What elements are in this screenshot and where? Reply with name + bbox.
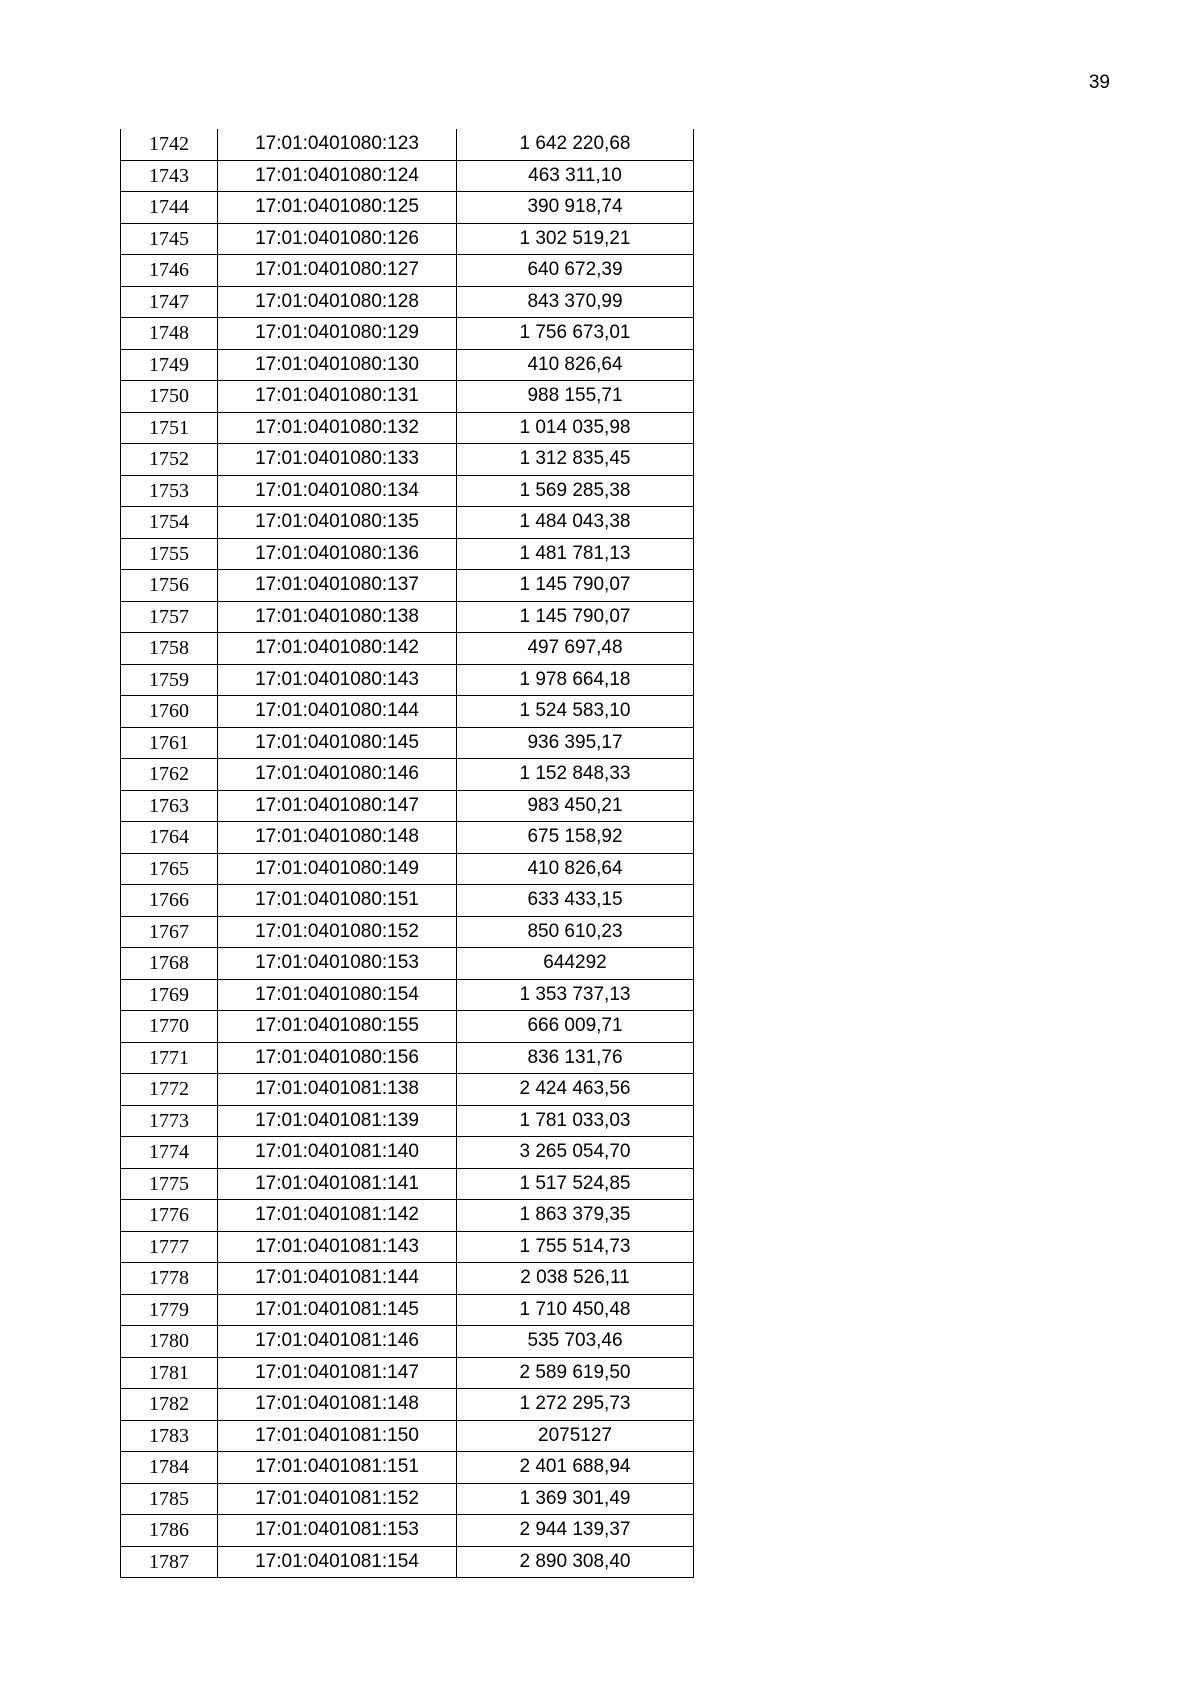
cadastral-number-cell: 17:01:0401080:129 xyxy=(218,318,457,350)
row-number-cell: 1783 xyxy=(121,1420,218,1452)
row-number-cell: 1784 xyxy=(121,1452,218,1484)
table-row xyxy=(121,1326,694,1358)
table-row xyxy=(121,318,694,350)
cadastral-value-cell: 1 152 848,33 xyxy=(457,759,694,791)
table-row xyxy=(121,633,694,665)
table-row xyxy=(121,790,694,822)
cadastral-value-cell: 983 450,21 xyxy=(457,790,694,822)
table-row xyxy=(121,1137,694,1169)
cadastral-value-cell: 410 826,64 xyxy=(457,853,694,885)
row-number-cell: 1770 xyxy=(121,1011,218,1043)
cadastral-value-cell: 1 863 379,35 xyxy=(457,1200,694,1232)
cadastral-value-cell: 640 672,39 xyxy=(457,255,694,287)
cadastral-value-cell: 988 155,71 xyxy=(457,381,694,413)
row-number-cell: 1787 xyxy=(121,1546,218,1578)
table-row xyxy=(121,349,694,381)
cadastral-number-cell: 17:01:0401081:150 xyxy=(218,1420,457,1452)
cadastral-number-cell: 17:01:0401080:134 xyxy=(218,475,457,507)
row-number-cell: 1779 xyxy=(121,1294,218,1326)
cadastral-number-cell: 17:01:0401080:132 xyxy=(218,412,457,444)
table-row xyxy=(121,570,694,602)
table-row xyxy=(121,1420,694,1452)
table-row xyxy=(121,507,694,539)
cadastral-value-cell: 390 918,74 xyxy=(457,192,694,224)
cadastral-number-cell: 17:01:0401080:145 xyxy=(218,727,457,759)
row-number-cell: 1747 xyxy=(121,286,218,318)
cadastral-number-cell: 17:01:0401081:154 xyxy=(218,1546,457,1578)
row-number-cell: 1781 xyxy=(121,1357,218,1389)
cadastral-number-cell: 17:01:0401080:148 xyxy=(218,822,457,854)
cadastral-value-cell: 1 484 043,38 xyxy=(457,507,694,539)
row-number-cell: 1748 xyxy=(121,318,218,350)
table-row xyxy=(121,192,694,224)
cadastral-value-cell: 2 038 526,11 xyxy=(457,1263,694,1295)
table-row xyxy=(121,1231,694,1263)
row-number-cell: 1745 xyxy=(121,223,218,255)
row-number-cell: 1771 xyxy=(121,1042,218,1074)
cadastral-value-cell: 2 589 619,50 xyxy=(457,1357,694,1389)
row-number-cell: 1782 xyxy=(121,1389,218,1421)
table-row xyxy=(121,1011,694,1043)
table-row xyxy=(121,538,694,570)
table-row xyxy=(121,1515,694,1547)
table-row xyxy=(121,160,694,192)
cadastral-number-cell: 17:01:0401081:152 xyxy=(218,1483,457,1515)
cadastral-value-cell: 1 569 285,38 xyxy=(457,475,694,507)
cadastral-value-cell: 1 517 524,85 xyxy=(457,1168,694,1200)
cadastral-value-cell: 463 311,10 xyxy=(457,160,694,192)
table-row xyxy=(121,475,694,507)
cadastral-number-cell: 17:01:0401080:127 xyxy=(218,255,457,287)
row-number-cell: 1767 xyxy=(121,916,218,948)
table-row xyxy=(121,979,694,1011)
row-number-cell: 1776 xyxy=(121,1200,218,1232)
table-row xyxy=(121,255,694,287)
table-row xyxy=(121,1105,694,1137)
cadastral-value-cell: 1 781 033,03 xyxy=(457,1105,694,1137)
table-row xyxy=(121,223,694,255)
row-number-cell: 1777 xyxy=(121,1231,218,1263)
cadastral-number-cell: 17:01:0401081:144 xyxy=(218,1263,457,1295)
cadastral-value-cell: 535 703,46 xyxy=(457,1326,694,1358)
cadastral-value-cell: 843 370,99 xyxy=(457,286,694,318)
row-number-cell: 1772 xyxy=(121,1074,218,1106)
cadastral-value-cell: 633 433,15 xyxy=(457,885,694,917)
table-row xyxy=(121,412,694,444)
cadastral-number-cell: 17:01:0401081:142 xyxy=(218,1200,457,1232)
row-number-cell: 1773 xyxy=(121,1105,218,1137)
table-row xyxy=(121,1357,694,1389)
cadastral-value-cell: 666 009,71 xyxy=(457,1011,694,1043)
cadastral-number-cell: 17:01:0401080:142 xyxy=(218,633,457,665)
cadastral-number-cell: 17:01:0401081:148 xyxy=(218,1389,457,1421)
table-row xyxy=(121,129,694,160)
row-number-cell: 1778 xyxy=(121,1263,218,1295)
cadastral-value-cell: 675 158,92 xyxy=(457,822,694,854)
cadastral-value-cell: 2 424 463,56 xyxy=(457,1074,694,1106)
cadastral-number-cell: 17:01:0401080:146 xyxy=(218,759,457,791)
row-number-cell: 1755 xyxy=(121,538,218,570)
cadastral-number-cell: 17:01:0401080:128 xyxy=(218,286,457,318)
cadastral-number-cell: 17:01:0401080:143 xyxy=(218,664,457,696)
table-row xyxy=(121,727,694,759)
cadastral-number-cell: 17:01:0401080:156 xyxy=(218,1042,457,1074)
row-number-cell: 1756 xyxy=(121,570,218,602)
row-number-cell: 1775 xyxy=(121,1168,218,1200)
table-row xyxy=(121,759,694,791)
row-number-cell: 1754 xyxy=(121,507,218,539)
cadastral-number-cell: 17:01:0401080:135 xyxy=(218,507,457,539)
row-number-cell: 1786 xyxy=(121,1515,218,1547)
cadastral-number-cell: 17:01:0401080:126 xyxy=(218,223,457,255)
cadastral-number-cell: 17:01:0401081:147 xyxy=(218,1357,457,1389)
row-number-cell: 1752 xyxy=(121,444,218,476)
cadastral-value-cell: 1 145 790,07 xyxy=(457,570,694,602)
cadastral-value-cell: 1 312 835,45 xyxy=(457,444,694,476)
table-row xyxy=(121,1042,694,1074)
cadastral-value-cell: 1 524 583,10 xyxy=(457,696,694,728)
row-number-cell: 1746 xyxy=(121,255,218,287)
cadastral-value-cell: 1 978 664,18 xyxy=(457,664,694,696)
cadastral-value-cell: 1 481 781,13 xyxy=(457,538,694,570)
row-number-cell: 1785 xyxy=(121,1483,218,1515)
cadastral-number-cell: 17:01:0401081:143 xyxy=(218,1231,457,1263)
cadastral-number-cell: 17:01:0401080:149 xyxy=(218,853,457,885)
row-number-cell: 1761 xyxy=(121,727,218,759)
row-number-cell: 1751 xyxy=(121,412,218,444)
cadastral-number-cell: 17:01:0401080:154 xyxy=(218,979,457,1011)
row-number-cell: 1762 xyxy=(121,759,218,791)
row-number-cell: 1763 xyxy=(121,790,218,822)
page-number: 39 xyxy=(1088,72,1110,93)
cadastral-value-cell: 2 401 688,94 xyxy=(457,1452,694,1484)
cadastral-value-table xyxy=(120,129,694,1578)
table-row xyxy=(121,664,694,696)
table-row xyxy=(121,916,694,948)
cadastral-value-cell: 850 610,23 xyxy=(457,916,694,948)
table-row xyxy=(121,1294,694,1326)
cadastral-value-cell: 1 014 035,98 xyxy=(457,412,694,444)
cadastral-number-cell: 17:01:0401080:124 xyxy=(218,160,457,192)
row-number-cell: 1768 xyxy=(121,948,218,980)
cadastral-value-cell: 1 145 790,07 xyxy=(457,601,694,633)
cadastral-value-cell: 1 756 673,01 xyxy=(457,318,694,350)
table-row xyxy=(121,444,694,476)
cadastral-value-cell: 497 697,48 xyxy=(457,633,694,665)
row-number-cell: 1759 xyxy=(121,664,218,696)
cadastral-number-cell: 17:01:0401081:153 xyxy=(218,1515,457,1547)
table-row xyxy=(121,1263,694,1295)
table-row xyxy=(121,822,694,854)
table-row xyxy=(121,885,694,917)
table-row xyxy=(121,1452,694,1484)
table-row xyxy=(121,286,694,318)
cadastral-number-cell: 17:01:0401081:146 xyxy=(218,1326,457,1358)
table-row xyxy=(121,1483,694,1515)
row-number-cell: 1769 xyxy=(121,979,218,1011)
row-number-cell: 1750 xyxy=(121,381,218,413)
cadastral-number-cell: 17:01:0401080:147 xyxy=(218,790,457,822)
cadastral-value-cell: 1 369 301,49 xyxy=(457,1483,694,1515)
cadastral-number-cell: 17:01:0401081:141 xyxy=(218,1168,457,1200)
table-body xyxy=(121,129,694,1578)
cadastral-number-cell: 17:01:0401080:123 xyxy=(218,129,457,160)
cadastral-number-cell: 17:01:0401080:136 xyxy=(218,538,457,570)
cadastral-number-cell: 17:01:0401081:151 xyxy=(218,1452,457,1484)
cadastral-value-cell: 644292 xyxy=(457,948,694,980)
cadastral-value-cell: 1 302 519,21 xyxy=(457,223,694,255)
cadastral-number-cell: 17:01:0401080:155 xyxy=(218,1011,457,1043)
row-number-cell: 1744 xyxy=(121,192,218,224)
cadastral-value-cell: 1 353 737,13 xyxy=(457,979,694,1011)
table-row xyxy=(121,1546,694,1578)
cadastral-number-cell: 17:01:0401080:151 xyxy=(218,885,457,917)
row-number-cell: 1749 xyxy=(121,349,218,381)
cadastral-value-cell: 2075127 xyxy=(457,1420,694,1452)
cadastral-number-cell: 17:01:0401081:145 xyxy=(218,1294,457,1326)
cadastral-number-cell: 17:01:0401080:125 xyxy=(218,192,457,224)
table-row xyxy=(121,1168,694,1200)
table-row xyxy=(121,1200,694,1232)
row-number-cell: 1742 xyxy=(121,129,218,160)
cadastral-number-cell: 17:01:0401080:131 xyxy=(218,381,457,413)
cadastral-value-cell: 1 755 514,73 xyxy=(457,1231,694,1263)
row-number-cell: 1765 xyxy=(121,853,218,885)
table-row xyxy=(121,601,694,633)
cadastral-value-cell: 1 642 220,68 xyxy=(457,129,694,160)
cadastral-number-cell: 17:01:0401080:152 xyxy=(218,916,457,948)
cadastral-value-cell: 410 826,64 xyxy=(457,349,694,381)
cadastral-number-cell: 17:01:0401080:144 xyxy=(218,696,457,728)
table-row xyxy=(121,853,694,885)
table-row xyxy=(121,1389,694,1421)
row-number-cell: 1780 xyxy=(121,1326,218,1358)
table-row xyxy=(121,948,694,980)
row-number-cell: 1760 xyxy=(121,696,218,728)
cadastral-value-cell: 2 944 139,37 xyxy=(457,1515,694,1547)
cadastral-number-cell: 17:01:0401080:133 xyxy=(218,444,457,476)
cadastral-value-cell: 1 272 295,73 xyxy=(457,1389,694,1421)
cadastral-value-cell: 1 710 450,48 xyxy=(457,1294,694,1326)
table-row xyxy=(121,1074,694,1106)
cadastral-number-cell: 17:01:0401081:140 xyxy=(218,1137,457,1169)
row-number-cell: 1743 xyxy=(121,160,218,192)
row-number-cell: 1753 xyxy=(121,475,218,507)
row-number-cell: 1766 xyxy=(121,885,218,917)
cadastral-value-cell: 2 890 308,40 xyxy=(457,1546,694,1578)
table-row xyxy=(121,381,694,413)
cadastral-number-cell: 17:01:0401080:138 xyxy=(218,601,457,633)
cadastral-value-cell: 936 395,17 xyxy=(457,727,694,759)
cadastral-number-cell: 17:01:0401080:137 xyxy=(218,570,457,602)
row-number-cell: 1758 xyxy=(121,633,218,665)
cadastral-number-cell: 17:01:0401080:153 xyxy=(218,948,457,980)
cadastral-number-cell: 17:01:0401081:138 xyxy=(218,1074,457,1106)
table-row xyxy=(121,696,694,728)
cadastral-number-cell: 17:01:0401081:139 xyxy=(218,1105,457,1137)
cadastral-value-cell: 3 265 054,70 xyxy=(457,1137,694,1169)
cadastral-value-cell: 836 131,76 xyxy=(457,1042,694,1074)
row-number-cell: 1774 xyxy=(121,1137,218,1169)
row-number-cell: 1764 xyxy=(121,822,218,854)
row-number-cell: 1757 xyxy=(121,601,218,633)
cadastral-number-cell: 17:01:0401080:130 xyxy=(218,349,457,381)
